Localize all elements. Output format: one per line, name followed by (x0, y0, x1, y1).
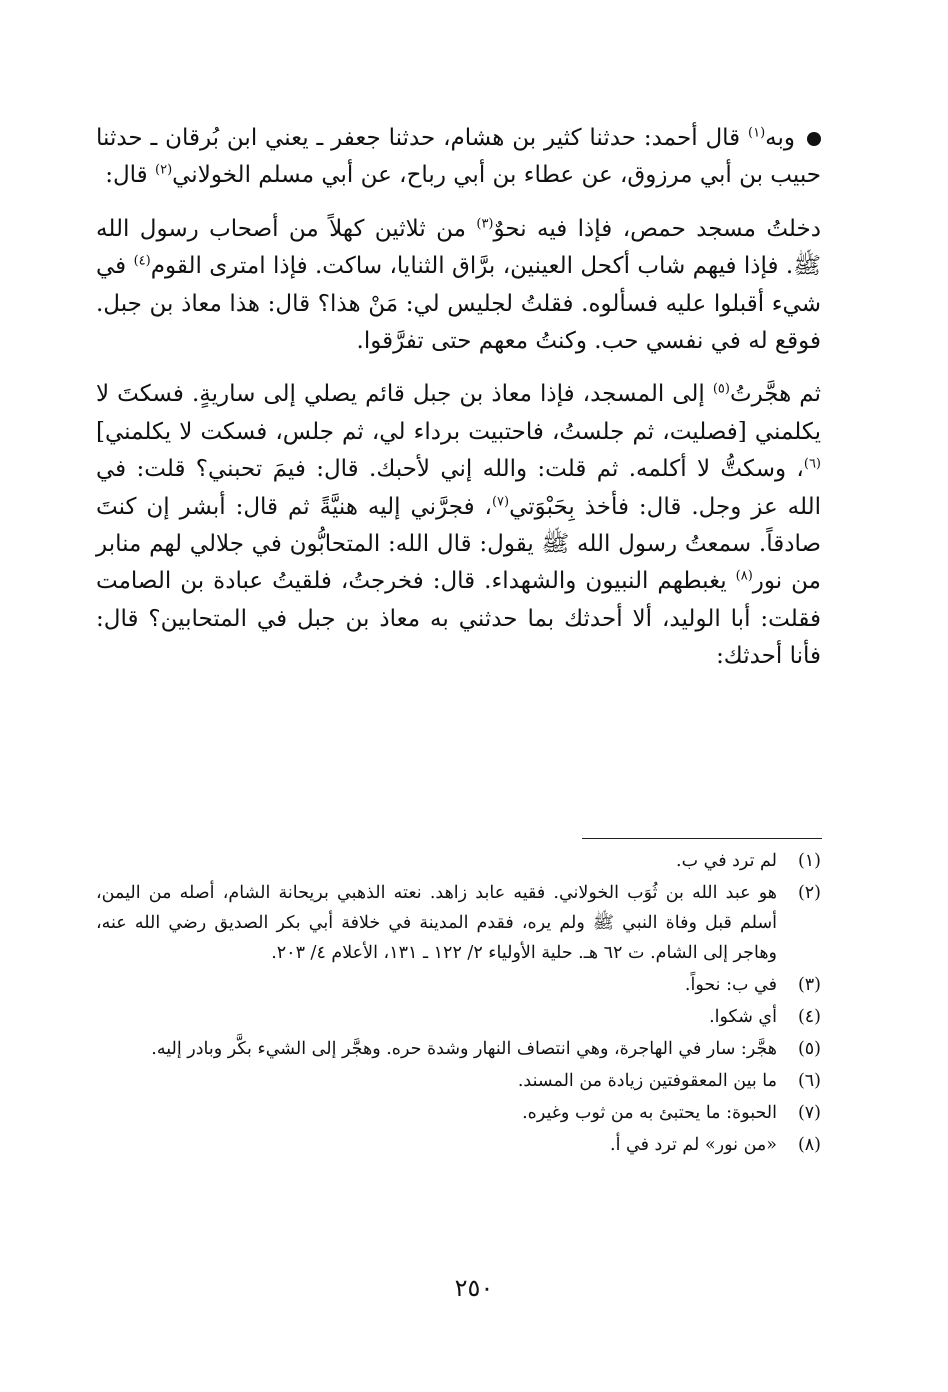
footnote-6 (96, 1066, 821, 1096)
footnote-ref: (٢) (155, 162, 173, 178)
footnote-text: هجَّر: سار في الهاجرة، وهي انتصاف النهار وشدة حره. وهجَّر إلى الشيء بكَّر وبادر إليه. (151, 1039, 777, 1059)
text-run: قال: (105, 162, 155, 189)
footnote-text: ما بين المعقوفتين زيادة من المسند. (517, 1071, 777, 1091)
footnotes (96, 846, 821, 1162)
footnote-number: (١) (797, 851, 821, 871)
footnote-2 (96, 878, 821, 968)
text-run: من ثلاثين كهلاً من أصحاب رسول الله ﷺ. فإذا فيهم شاب أكحل العينين، برَّاق الثنايا، ساكت. فإذا امترى القوم (96, 215, 822, 280)
main-text (96, 120, 821, 692)
paragraph-3 (96, 376, 821, 675)
text-run: يغبطهم النبيون والشهداء. قال: فخرجتُ، فلقيتُ عبادة بن الصامت فقلت: أبا الوليد، ألا أحدثك بما حدثني به معاذ بن جبل في المتحابين؟ قال: فأنا أحدثك: (96, 568, 821, 670)
text-run: قال أحمد: حدثنا كثير بن هشام، حدثنا جعفر ـ يعني ابن بُرقان ـ حدثنا حبيب بن أبي مرزوق، عن عطاء بن أبي رباح، عن أبي مسلم الخولاني (96, 125, 821, 189)
text-run: إلى المسجد، فإذا معاذ بن جبل قائم يصلي إلى ساريةٍ. فسكتَ لا يكلمني [فصليت، ثم جلستُ، فاحتبيت برداء لي، ثم جلس، فسكت لا يكلمني] (96, 381, 821, 445)
footnote-5 (96, 1034, 821, 1064)
paragraph-1 (96, 120, 821, 195)
footnote-ref: (٥) (712, 381, 730, 397)
footnote-text: لم ترد في ب. (676, 851, 777, 871)
footnote-number: (٥) (797, 1039, 821, 1059)
footnote-text: أي شكوا. (709, 1007, 777, 1027)
footnote-number: (٣) (797, 975, 821, 995)
footnote-text: «من نور» لم ترد في أ. (610, 1135, 777, 1155)
footnote-ref: (٣) (476, 216, 494, 232)
text-run: ثم هجَّرتُ (729, 381, 821, 408)
footnote-ref: (٦) (803, 456, 821, 472)
paragraph-2 (96, 211, 821, 361)
footnote-text: الحبوة: ما يحتبئ به من ثوب وغيره. (522, 1103, 777, 1123)
text-run: وبه (765, 125, 795, 151)
footnote-number: (٦) (797, 1071, 821, 1091)
bullet-icon (807, 132, 821, 146)
footnote-text: في ب: نحواً. (684, 975, 777, 995)
footnote-number: (٧) (797, 1103, 821, 1123)
footnote-text: هو عبد الله بن ثُوَب الخولاني. فقيه عابد زاهد. نعته الذهبي بريحانة الشام، أصله من اليمن، أسلم قبل وفاة النبي ﷺ ولم يره، فقدم المدينة في خلافة أبي بكر الصديق رضي الله عنه، وهاجر إلى الشام. ت ٦٢ هـ. حلية الأولياء ٢/ ١٢٢ ـ ١٣١، الأعلام ٤/ ٢٠٣. (96, 883, 777, 963)
footnote-1 (96, 846, 821, 876)
footnote-ref: (٤) (133, 253, 151, 269)
footnote-number: (٤) (797, 1007, 821, 1027)
text-run: ، فجرَّني إليه هنيَّةً ثم قال: أبشر إن كنتَ صادقاً. سمعتُ رسول الله ﷺ يقول: قال الله: المتحابُّون في جلالي لهم منابر من نور (96, 493, 821, 595)
text-run: ، وسكتُّ لا أكلمه. ثم قلت: والله إني لأحبك. قال: فيمَ تحبني؟ قلت: في الله عز وجل. قال: فأخذ بِحَبْوَتي (96, 456, 822, 520)
footnote-separator (582, 838, 822, 839)
footnote-ref: (٧) (491, 494, 510, 509)
footnote-7 (96, 1098, 821, 1128)
text-run: دخلتُ مسجد حمص، فإذا فيه نحوٌ (493, 215, 821, 242)
footnote-3 (96, 970, 821, 1000)
footnote-ref: (١) (748, 125, 766, 141)
footnote-8 (96, 1130, 821, 1160)
page-number: ٢٥٠ (454, 1274, 494, 1302)
footnote-4 (96, 1002, 821, 1032)
footnote-number: (٢) (797, 883, 821, 903)
footnote-ref: (٨) (735, 568, 753, 584)
footnote-number: (٨) (797, 1135, 821, 1155)
text-run: في شيء أقبلوا عليه فسألوه. فقلتُ لجليس لي: مَنْ هذا؟ قال: هذا معاذ بن جبل. فوقع له في نفسي حب. وكنتُ معهم حتى تفرَّقوا. (96, 253, 821, 355)
